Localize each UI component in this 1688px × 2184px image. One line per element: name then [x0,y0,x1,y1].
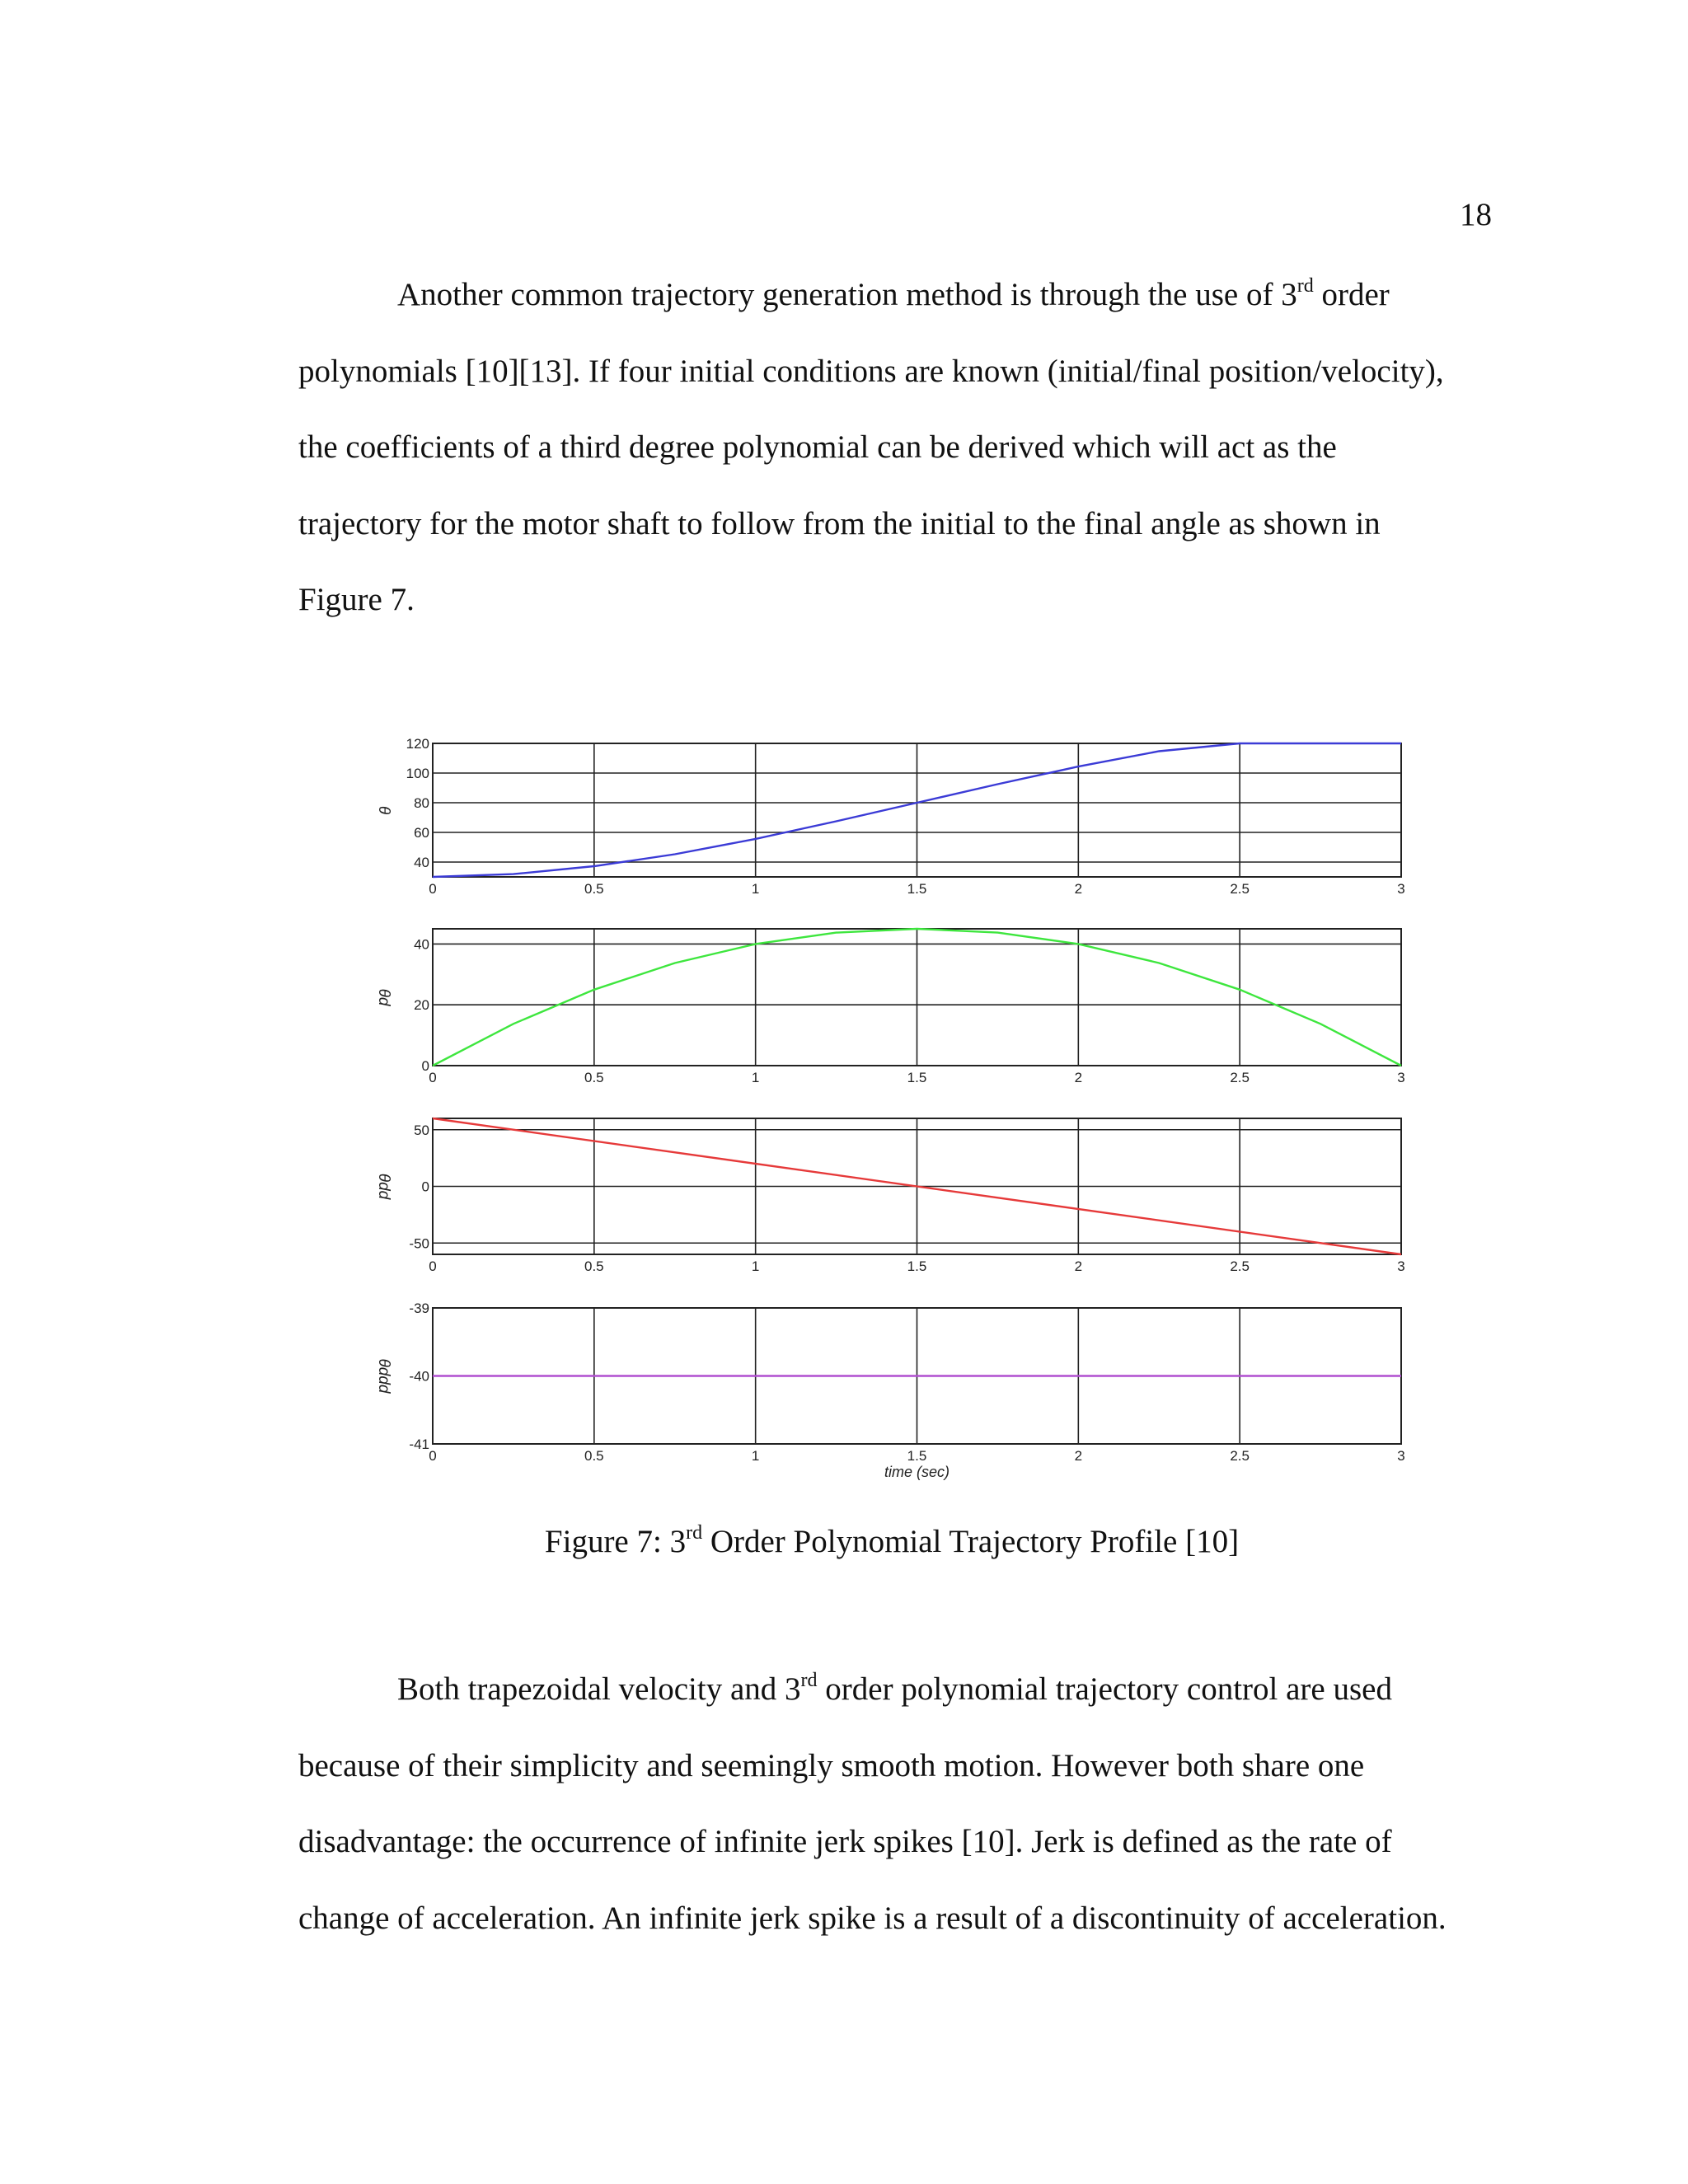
x-tick-label: 1.5 [907,1258,927,1274]
x-tick-label: 0.5 [584,1448,604,1464]
x-tick-label: 0.5 [584,1258,604,1274]
page-number: 18 [1460,197,1492,232]
x-tick-label: 3 [1397,1070,1405,1085]
x-tick-label: 2 [1074,1258,1083,1274]
x-tick-label: 1 [751,1448,760,1464]
x-tick-label: 3 [1397,881,1405,897]
y-axis-label: θddd [375,1358,392,1394]
y-tick-label: 40 [414,855,429,870]
y-tick-label: 20 [414,997,429,1014]
paragraph-1-line-4: trajectory for the motor shaft to follow from the initial to the final angle as shown in [298,505,1381,541]
y-axis-label: θ [375,805,392,815]
y-tick-label: 0 [421,1179,429,1195]
paragraph-2-line-2: because of their simplicity and seemingly smooth motion. However both share one [298,1747,1365,1783]
x-tick-label: 2.5 [1230,1258,1250,1274]
x-tick-label: 3 [1397,1258,1405,1274]
paragraph-1 [298,257,1485,639]
x-tick-label: 0.5 [584,881,604,897]
x-tick-label: 1 [751,1258,760,1274]
x-tick-label: 2.5 [1230,1070,1250,1085]
paragraph-2-line-4: change of acceleration. An infinite jerk spike is a result of a discontinuity of acceleration. [298,1900,1447,1936]
x-tick-label: 1 [751,881,760,897]
x-tick-label: 1 [751,1070,760,1085]
x-tick-label: 2 [1074,1070,1083,1085]
y-tick-label: 120 [406,736,429,752]
x-tick-label: 0 [429,1070,437,1085]
p2-l1-text-a: Both trapezoidal velocity and 3 [397,1671,801,1707]
figure-caption [298,1523,1485,1560]
y-tick-label: 0 [421,1058,429,1074]
y-tick-label: -39 [409,1301,429,1316]
x-tick-label: 1.5 [907,1448,927,1464]
y-axis-label: θdd [375,1173,392,1200]
caption-superscript: rd [686,1522,703,1544]
x-tick-label: 0 [429,1258,437,1274]
y-axis-label: θd [375,988,392,1006]
x-tick-label: 1.5 [907,1070,927,1085]
figure-7-trajectory-plots [354,725,1442,1500]
y-tick-label: 50 [414,1122,429,1138]
x-tick-label: 3 [1397,1448,1405,1464]
x-tick-label: 2.5 [1230,881,1250,897]
x-tick-label: 0.5 [584,1070,604,1085]
figure-7-svg [354,725,1442,1500]
y-tick-label: 80 [414,795,429,811]
paragraph-2-line-1 [298,1652,1485,1728]
x-axis-label: time (sec) [884,1464,950,1480]
paragraph-1-line-3: the coefficients of a third degree polynomial can be derived which will act as the [298,429,1337,465]
p2-l1-superscript: rd [800,1670,818,1691]
paragraph-1-line-5: Figure 7. [298,582,415,617]
x-tick-label: 2 [1074,881,1083,897]
paragraph-2 [298,1652,1485,1957]
y-tick-label: 40 [414,936,429,953]
p1-l1-text-a: Another common trajectory generation method is through the use of 3 [397,277,1297,312]
y-tick-label: -40 [409,1368,429,1385]
p1-l1-text-b: order [1313,277,1390,312]
caption-text-b: Order Polynomial Trajectory Profile [10] [702,1524,1240,1559]
p1-l1-superscript: rd [1296,275,1314,297]
x-tick-label: 0 [429,1448,437,1464]
caption-text-a: Figure 7: 3 [544,1524,687,1559]
x-tick-label: 2.5 [1230,1448,1250,1464]
paragraph-1-line-2: polynomials [10][13]. If four initial conditions are known (initial/final position/velocity), [298,353,1444,389]
y-tick-label: -50 [409,1235,429,1252]
x-tick-label: 2 [1074,1448,1083,1464]
paragraph-1-line-1 [298,257,1485,334]
paragraph-2-line-3: disadvantage: the occurrence of infinite jerk spikes [10]. Jerk is defined as the rate of [298,1824,1392,1859]
y-tick-label: 100 [406,766,429,781]
x-tick-label: 0 [429,881,437,897]
p2-l1-text-b: order polynomial trajectory control are used [817,1671,1392,1707]
y-tick-label: 60 [414,825,429,841]
y-tick-label: -41 [409,1436,429,1452]
x-tick-label: 1.5 [907,881,927,897]
